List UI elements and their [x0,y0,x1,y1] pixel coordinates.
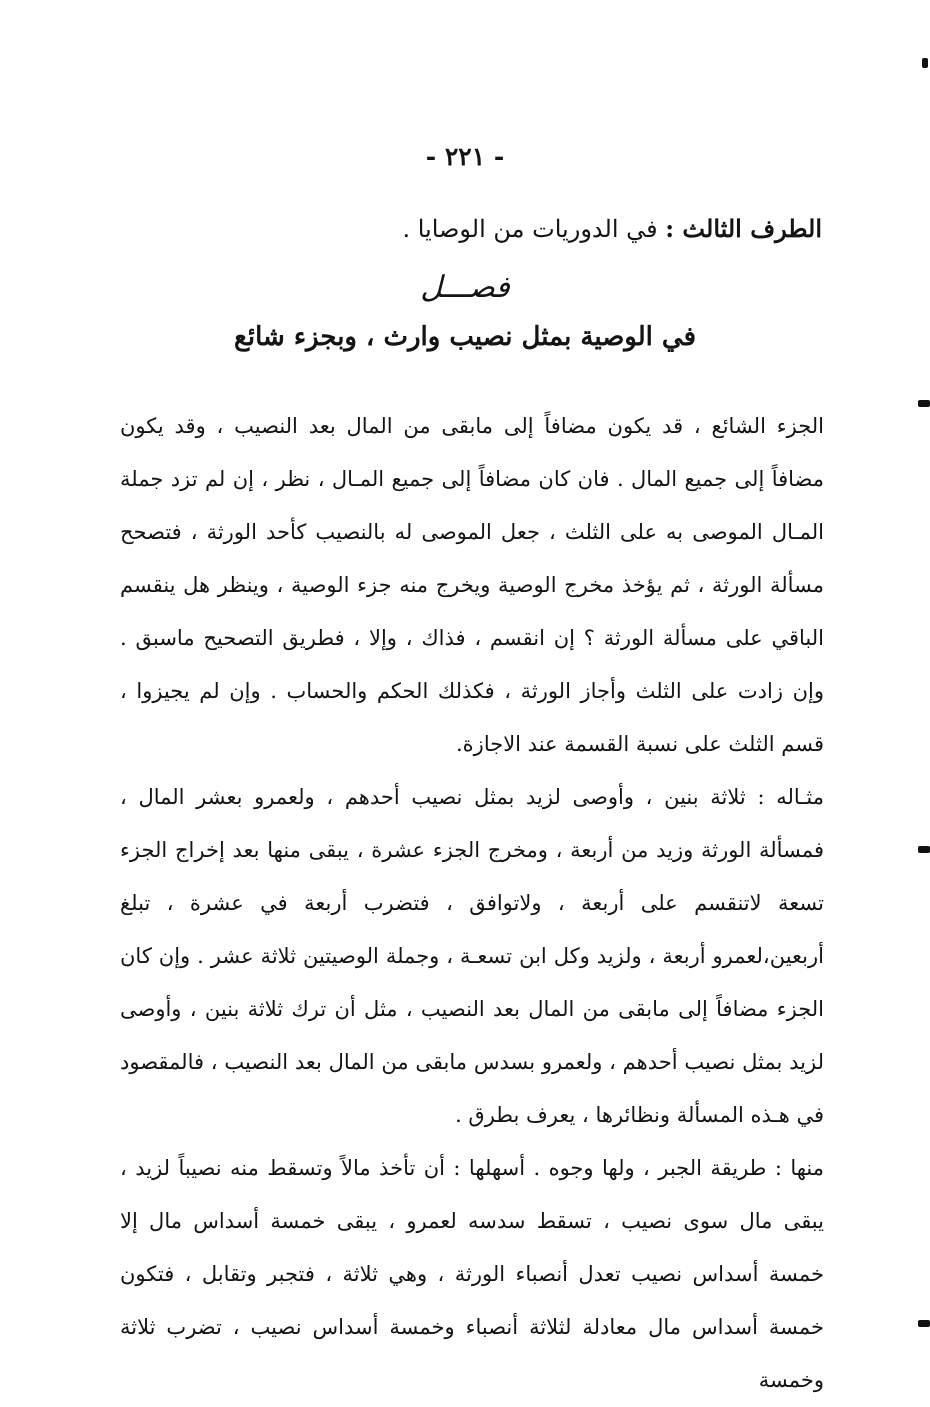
chapter-label: فصـــل [420,270,510,305]
section-heading-rest: في الدوريات من الوصايا . [402,215,666,243]
paragraph: منها : طريقة الجبر ، ولها وجوه . أسهلها : أن تأخذ مالاً وتسقط منه نصيباً لزيد ، يبقى مال سوى نصيب ، تسقط سدسه لعمرو ، يبقى خمسة أسداس مال إلا خمسة أسداس نصيب تعدل أنصباء الورثة ، وهي ثلاثة ، فتجبر وتقابل ، فتكون خمسة أسداس مال معادلة لثلاثة أنصباء وخمسة أسداس نصيب ، تضرب ثلاثة وخمسة [120,1156,824,1392]
page-number: - ٢٢١ - [425,142,505,171]
paragraph: مثـاله : ثلاثة بنين ، وأوصى لزيد بمثل نصيب أحدهم ، ولعمرو بعشر المال ، فمسألة الورثة وزيد من أربعة ، ومخرج الجزء عشرة ، يبقى منها بعد إخراج الجزء تسعة لاتنقسم على أربعة ، ولاتوافق ، فتضرب أربعة في عشرة ، تبلغ أربعين،لعمرو أربعة ، ولزيد وكل ابن تسعـة ، وجملة الوصيتين ثلاثة عشر . وإن كان الجزء مضافاً إلى مابقى من المال بعد النصيب ، مثل أن ترك ثلاثة بنين ، وأوصى لزيد بمثل نصيب أحدهم ، ولعمرو بسدس مابقى من المال بعد النصيب ، فالمقصود في هـذه المسألة ونظائرها ، يعرف بطرق . [120,785,824,1127]
margin-mark [922,58,928,68]
section-heading [110,214,822,243]
paragraph: الجزء الشائع ، قد يكون مضافاً إلى مابقى من المال بعد النصيب ، وقد يكون مضافاً إلى جميع المال . فان كان مضافاً إلى جميع المـال ، نظر ، إن لم تزد جملة المـال الموصى به على الثلث ، جعل الموصى له بالنصيب كأحد الورثة ، فتصحح مسألة الورثة ، ثم يؤخذ مخرج الوصية ويخرج منه جزء الوصية ، وينظر هل ينقسم الباقي على مسألة الورثة ؟ إن انقسم ، فذاك ، وإلا ، فطريق التصحيح ماسبق . وإن زادت على الثلث وأجاز الورثة ، فكذلك الحكم والحساب . وإن لم يجيزوا ، قسم الثلث على نسبة القسمة عند الاجازة. [120,414,824,756]
section-heading-lead: الطرف الثالث : [665,214,822,243]
margin-mark [918,1320,930,1327]
margin-mark [918,400,930,407]
chapter-title: في الوصية بمثل نصيب وارث ، وبجزء شائع [234,322,696,352]
margin-mark [918,846,930,853]
body-text [120,400,824,1407]
